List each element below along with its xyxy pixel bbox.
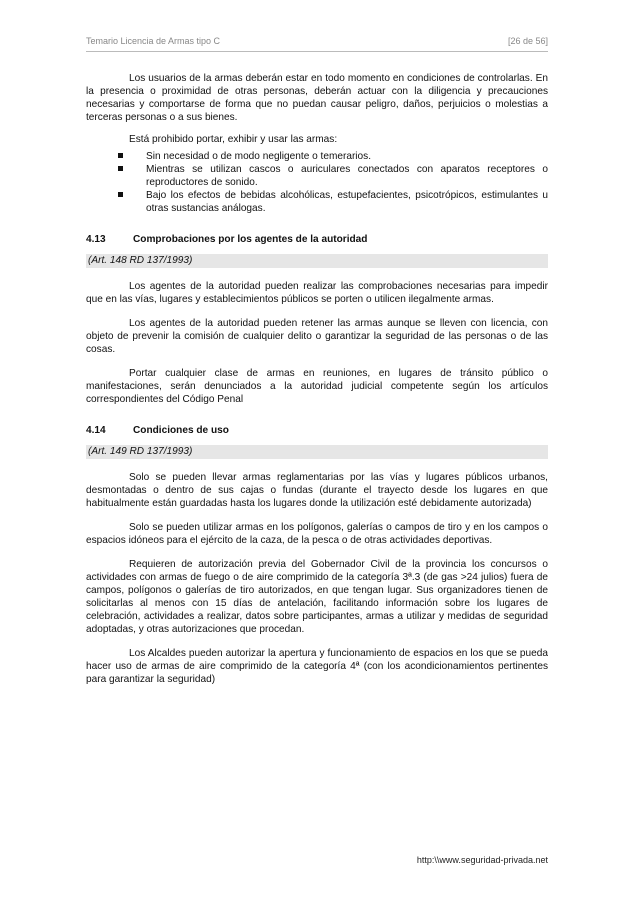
bullet-icon bbox=[118, 166, 123, 171]
header-title: Temario Licencia de Armas tipo C bbox=[86, 36, 221, 46]
section-title: Comprobaciones por los agentes de la autoridad bbox=[133, 234, 368, 245]
header-divider bbox=[86, 51, 548, 52]
page-number: [26 de 56] bbox=[507, 36, 548, 46]
section-heading-4-14 bbox=[86, 424, 548, 437]
article-reference: (Art. 148 RD 137/1993) bbox=[86, 254, 548, 268]
list-item: Mientras se utilizan cascos o auriculares conectados con aparatos receptores o reproductores de sonido. bbox=[86, 163, 548, 189]
section-paragraph: Solo se pueden llevar armas reglamentarias por las vías y lugares públicos urbanos, desmontadas o dentro de sus cajas o fundas (durante el trayecto desde los lugares en que habitualmente están guardadas hasta los lugares donde la utilización esté debidamente autorizada) bbox=[86, 472, 548, 509]
prohibited-intro: Está prohibido portar, exhibir y usar las armas: bbox=[129, 134, 338, 145]
section-number: 4.14 bbox=[86, 425, 106, 436]
bullet-icon bbox=[118, 153, 123, 158]
paragraph-users: Los usuarios de la armas deberán estar en todo momento en condiciones de controlarlas. En la presencia o proximidad de otras personas, deberán actuar con la diligencia y precauciones necesarias y comportarse de forma que no puedan causar peligro, daños, perjuicios o molestias a terceras personas o a sus bienes. bbox=[86, 73, 548, 123]
section-title: Condiciones de uso bbox=[133, 425, 229, 436]
section-number: 4.13 bbox=[86, 234, 106, 245]
footer-url: http:\\www.seguridad-privada.net bbox=[416, 855, 548, 865]
section-paragraph: Los Alcaldes pueden autorizar la apertura y funcionamiento de espacios en los que se pueda hacer uso de armas de aire comprimido de la categoría 4ª (con los acondicionamientos pertinentes para garantizar la seguridad) bbox=[86, 648, 548, 685]
bullet-icon bbox=[118, 192, 123, 197]
document-body bbox=[86, 72, 548, 686]
article-reference: (Art. 149 RD 137/1993) bbox=[86, 445, 548, 459]
section-paragraph: Requieren de autorización previa del Gobernador Civil de la provincia los concursos o actividades con armas de fuego o de aire comprimido de la categoría 3ª.3 (de gas >24 julios) fuera de campos, polígonos o galerías de tiro autorizados, en que tengan lugar. Sus organizadores tienen de solicitarlas al menos con 15 días de antelación, facilitando información sobre los lugares de celebración, actividades a realizar, datos sobre participantes, armas a utilizar y medidas de seguridad adoptadas, y otras autorizaciones que procedan. bbox=[86, 559, 548, 635]
section-paragraph: Portar cualquier clase de armas en reuniones, en lugares de tránsito público o manifestaciones, serán denunciados a la autoridad judicial competente según los artículos correspondientes del Código Penal bbox=[86, 368, 548, 405]
list-item: Sin necesidad o de modo negligente o temerarios. bbox=[86, 150, 548, 163]
section-paragraph: Solo se pueden utilizar armas en los polígonos, galerías o campos de tiro y en los campos o espacios idóneos para el ejército de la caza, de la pesca o de otras actividades deportivas. bbox=[86, 522, 548, 546]
section-paragraph: Los agentes de la autoridad pueden realizar las comprobaciones necesarias para impedir que en las vías, lugares y establecimientos públicos se porten o utilicen ilegalmente armas. bbox=[86, 281, 548, 305]
prohibited-list bbox=[86, 150, 548, 215]
section-heading-4-13 bbox=[86, 233, 548, 246]
section-paragraph: Los agentes de la autoridad pueden retener las armas aunque se lleven con licencia, con objeto de prevenir la comisión de cualquier delito o garantizar la seguridad de las personas o de las cosas. bbox=[86, 318, 548, 355]
list-item: Bajo los efectos de bebidas alcohólicas, estupefacientes, psicotrópicos, estimulantes u otras sustancias análogas. bbox=[86, 189, 548, 215]
